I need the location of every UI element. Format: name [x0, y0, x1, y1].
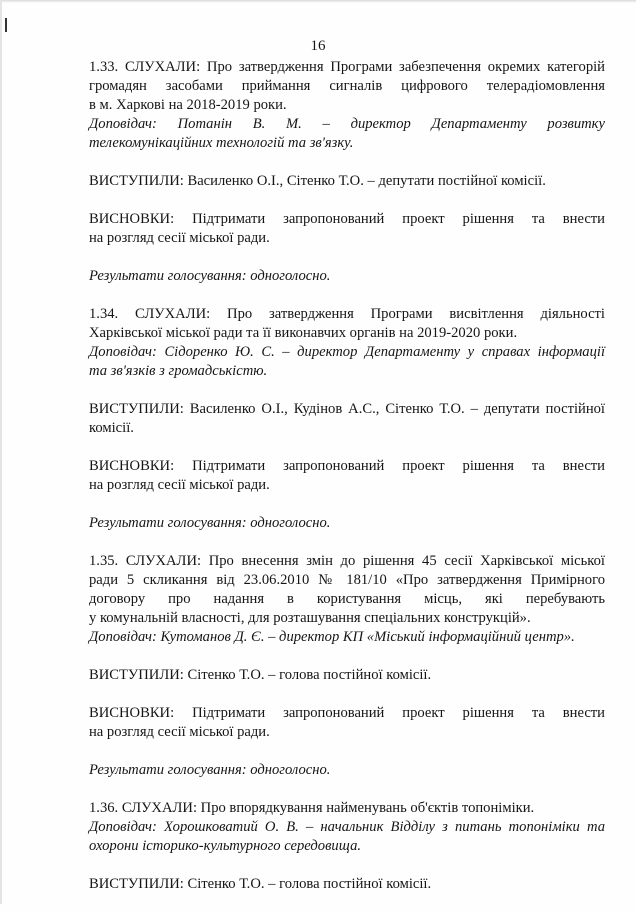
spoke-line: ВИСТУПИЛИ: Сітенко Т.О. – голова постійної комісії. — [89, 667, 432, 683]
heard-line: в м. Харкові на 2018-2019 роки. — [89, 97, 287, 113]
heard-line: ради 5 скликання від 23.06.2010 № 181/10 «Про затвердження Примірного — [89, 572, 605, 588]
spoke-line: ВИСТУПИЛИ: Василенко О.І., Сітенко Т.О. – депутати постійної комісії. — [89, 173, 546, 189]
conclusion-block — [89, 210, 605, 248]
vote-block — [89, 267, 605, 286]
spoke-line: ВИСТУПИЛИ: Сітенко Т.О. – голова постійної комісії. — [89, 876, 432, 892]
vote-result: Результати голосування: одноголосно. — [89, 268, 331, 284]
margin-mark — [5, 18, 7, 32]
heard-line: 1.33. СЛУХАЛИ: Про затвердження Програми забезпечення окремих категорій — [89, 59, 605, 75]
scan-edge-left — [0, 0, 2, 904]
speaker-line: Доповідач: Потанін В. М. – директор Департаменту розвитку — [89, 116, 605, 132]
speaker-line: охорони історико-культурного середовища. — [89, 838, 362, 854]
item-1-35 — [89, 552, 605, 780]
conclusion-line: ВИСНОВКИ: Підтримати запропонований проект рішення та внести — [89, 458, 605, 474]
spoke-block — [89, 666, 605, 685]
speaker-line: телекомунікаційних технологій та зв'язку. — [89, 135, 354, 151]
heard-line: договору про надання в користування місць, які перебувають — [89, 591, 605, 607]
conclusion-line: на розгляд сесії міської ради. — [89, 477, 270, 493]
heard-line: 1.34. СЛУХАЛИ: Про затвердження Програми висвітлення діяльності — [89, 306, 605, 322]
vote-result: Результати голосування: одноголосно. — [89, 515, 331, 531]
scan-edge-top — [0, 0, 636, 3]
vote-block — [89, 514, 605, 533]
speaker-line: Доповідач: Сідоренко Ю. С. – директор Департаменту у справах інформації — [89, 344, 605, 360]
heard-line: громадян засобами приймання сигналів цифрового телерадіомовлення — [89, 78, 605, 94]
vote-block — [89, 761, 605, 780]
heard-block — [89, 305, 605, 381]
item-1-36 — [89, 799, 605, 894]
heard-line: у комунальній власності, для розташування спеціальних конструкцій». — [89, 610, 531, 626]
spoke-line: ВИСТУПИЛИ: Василенко О.І., Кудінов А.С., Сітенко Т.О. – депутати постійної — [89, 401, 605, 417]
conclusion-line: на розгляд сесії міської ради. — [89, 230, 270, 246]
spoke-block — [89, 400, 605, 438]
page-number: 16 — [310, 38, 326, 54]
conclusion-block — [89, 704, 605, 742]
speaker-line: Доповідач: Кутоманов Д. Є. – директор КП «Міський інформаційний центр». — [89, 629, 575, 645]
conclusion-line: на розгляд сесії міської ради. — [89, 724, 270, 740]
conclusion-block — [89, 457, 605, 495]
spoke-line: комісії. — [89, 420, 134, 436]
spoke-block — [89, 875, 605, 894]
heard-block — [89, 552, 605, 647]
heard-block — [89, 58, 605, 153]
heard-line: Харківської міської ради та її виконавчих органів на 2019-2020 роки. — [89, 325, 518, 341]
item-1-34 — [89, 305, 605, 533]
vote-result: Результати голосування: одноголосно. — [89, 762, 331, 778]
speaker-line: Доповідач: Хорошковатий О. В. – начальник Відділу з питань топоніміки та — [89, 819, 605, 835]
conclusion-line: ВИСНОВКИ: Підтримати запропонований проект рішення та внести — [89, 211, 605, 227]
item-1-33 — [89, 58, 605, 286]
document-body — [89, 58, 605, 913]
spoke-block — [89, 172, 605, 191]
heard-line: 1.35. СЛУХАЛИ: Про внесення змін до рішення 45 сесії Харківської міської — [89, 553, 605, 569]
conclusion-line: ВИСНОВКИ: Підтримати запропонований проект рішення та внести — [89, 705, 605, 721]
speaker-line: та зв'язків з громадськістю. — [89, 363, 268, 379]
heard-line: 1.36. СЛУХАЛИ: Про впорядкування найменувань об'єктів топоніміки. — [89, 800, 535, 816]
heard-block — [89, 799, 605, 856]
